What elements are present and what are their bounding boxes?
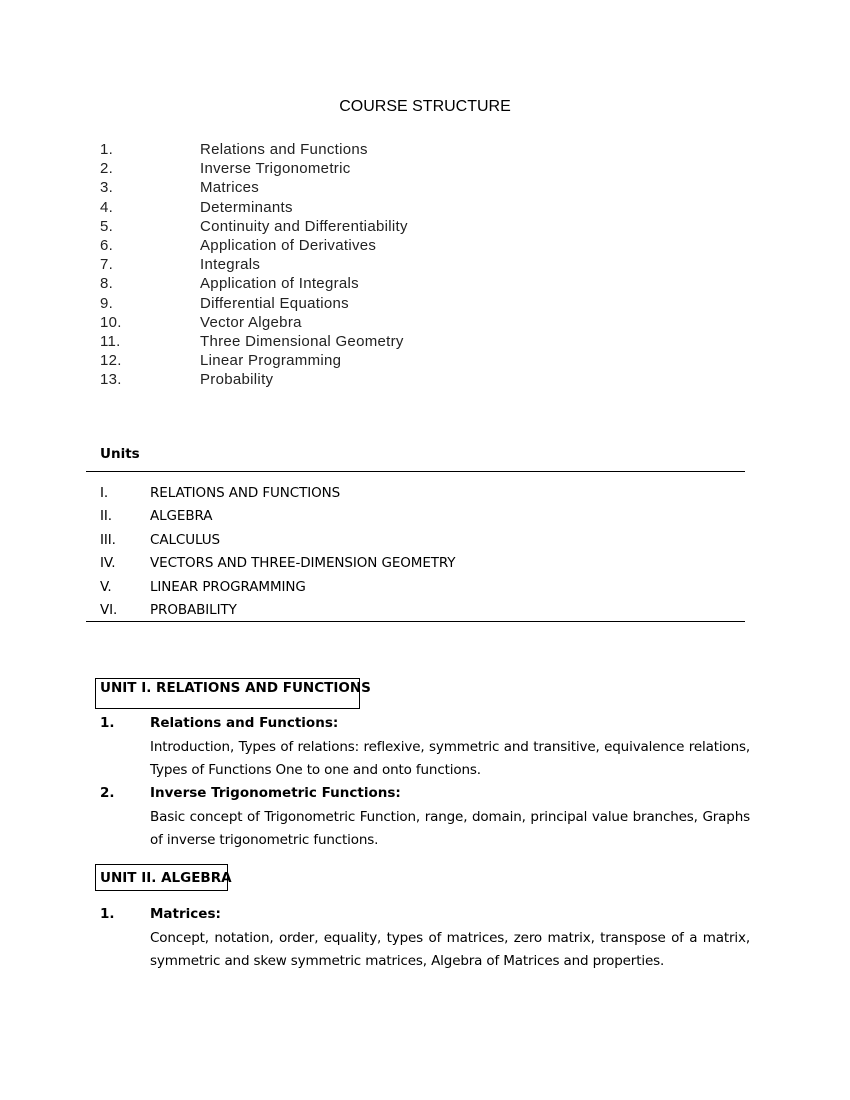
unit-1-heading-box: UNIT I. RELATIONS AND FUNCTIONS [95, 678, 360, 709]
course-item-number: 6. [100, 236, 114, 254]
unit-2-heading-box: UNIT II. ALGEBRA [95, 864, 228, 891]
course-item-number: 8. [100, 275, 114, 293]
course-item-number: 12. [100, 352, 122, 370]
course-item-name: Matrices [200, 179, 260, 197]
course-item-number: 13. [100, 371, 122, 389]
course-item-number: 4. [100, 198, 114, 216]
course-item-number: 9. [100, 294, 114, 312]
course-item-name: Vector Algebra [200, 313, 302, 331]
course-item-name: Probability [200, 371, 274, 389]
course-item-number: 11. [100, 332, 121, 350]
page-title: COURSE STRUCTURE [339, 98, 511, 115]
unit-item-name: CALCULUS [150, 531, 220, 548]
unit-1-topic-2-title: Inverse Trigonometric Functions: [150, 785, 401, 801]
units-bottom-rule [86, 621, 745, 622]
course-item-name: Application of Derivatives [200, 236, 377, 254]
course-item-number: 10. [100, 313, 122, 331]
unit-item-name: ALGEBRA [150, 508, 213, 525]
course-item-name: Continuity and Differentiability [200, 217, 408, 235]
unit-1-topic-1-title: Relations and Functions: [150, 715, 339, 731]
course-item-number: 1. [100, 141, 114, 158]
course-item-number: 3. [100, 179, 114, 197]
units-heading: Units [100, 446, 140, 462]
course-item-name: Determinants [200, 198, 293, 216]
course-item-name: Relations and Functions [200, 141, 368, 158]
unit-item-number: III. [100, 531, 116, 548]
unit-1-topic-2-body: Basic concept of Trigonometric Function, range, domain, principal value branches, Graphs of inverse trigonometric functions. [150, 809, 750, 848]
unit-2-topic-1-body: Concept, notation, order, equality, types of matrices, zero matrix, transpose of a matrix, symmetric and skew symmetric matrices, Algebra of Matrices and properties. [150, 930, 750, 969]
unit-1-topic-1-body: Introduction, Types of relations: reflexive, symmetric and transitive, equivalence relations, Types of Functions One to one and onto functions. [150, 739, 750, 778]
course-item-name: Inverse Trigonometric [200, 160, 351, 178]
course-item-number: 2. [100, 160, 114, 178]
course-item-name: Application of Integrals [200, 275, 359, 293]
unit-item-number: II. [100, 508, 112, 525]
course-item-name: Linear Programming [200, 352, 342, 370]
unit-item-number: I. [100, 485, 109, 501]
course-item-name: Three Dimensional Geometry [200, 332, 404, 350]
course-item-number: 5. [100, 217, 114, 235]
unit-1-topic-2-number: 2. [100, 785, 115, 801]
unit-item-number: VI. [100, 601, 118, 618]
units-top-rule [86, 471, 745, 472]
unit-item-name: RELATIONS AND FUNCTIONS [150, 485, 341, 501]
unit-1-topic-1-number: 1. [100, 715, 115, 731]
unit-item-name: VECTORS AND THREE-DIMENSION GEOMETRY [150, 555, 456, 572]
unit-item-name: LINEAR PROGRAMMING [150, 578, 306, 595]
unit-item-name: PROBABILITY [150, 601, 237, 618]
unit-item-number: IV. [100, 555, 116, 572]
course-item-name: Integrals [200, 256, 261, 274]
unit-2-topic-1-title: Matrices: [150, 906, 221, 922]
unit-2-topic-1-number: 1. [100, 906, 115, 922]
course-item-name: Differential Equations [200, 294, 349, 312]
unit-item-number: V. [100, 578, 112, 595]
course-item-number: 7. [100, 256, 114, 274]
